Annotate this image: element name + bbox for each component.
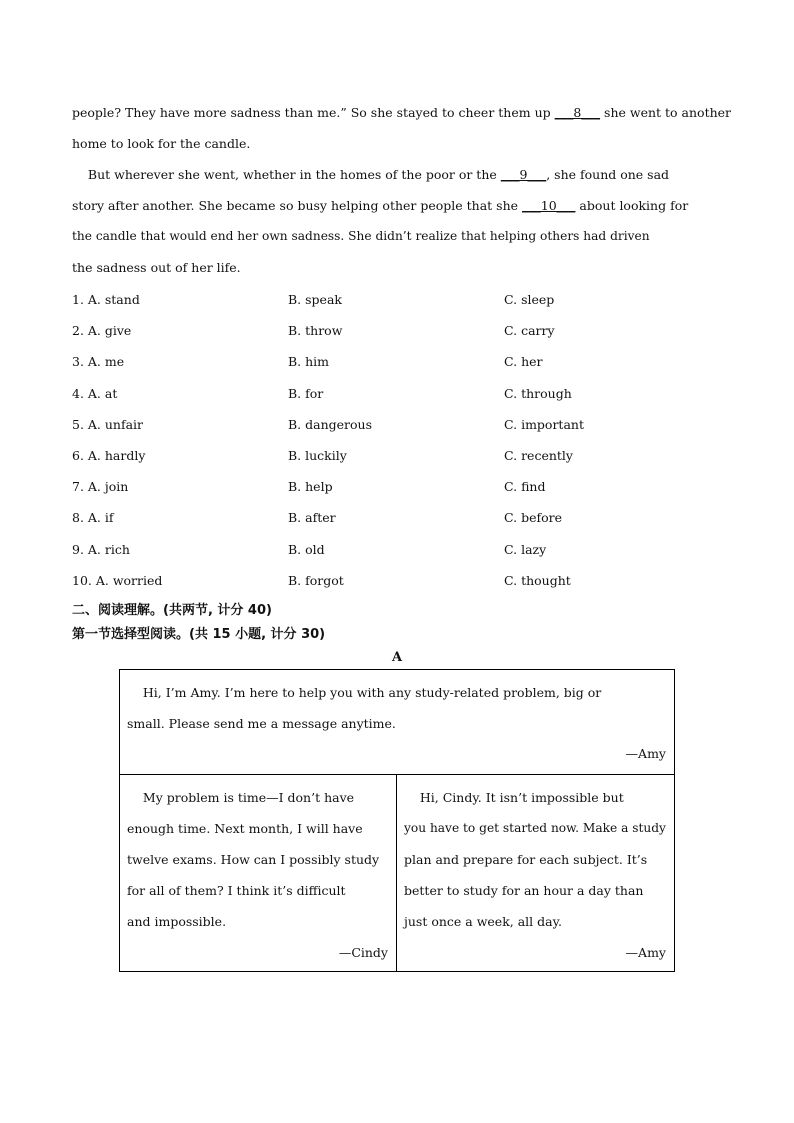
option-row: 1. A. stand B. speak C. sleep [72,292,555,307]
message-line: enough time. Next month, I will have [127,821,363,836]
subsection-heading: 第一节选择型阅读。(共 15 小题, 计分 30) [72,627,326,642]
passage-line: the sadness out of her life. [72,260,241,275]
cloze-passage [72,97,732,283]
blank-8: ___8___ [554,105,601,120]
message-line: better to study for an hour a day than [404,883,644,898]
message-line: My problem is time—I don’t have [127,790,355,805]
message-table [119,669,675,972]
amy-intro-line: small. Please send me a message anytime. [127,716,396,731]
amy-intro-line: Hi, I’m Amy. I’m here to help you with any study-related problem, big or [127,685,602,700]
passage-line: But wherever she went, whether in the homes of the poor or the ___9___, she found one sad [72,167,670,182]
message-line: twelve exams. How can I possibly study [127,852,380,867]
passage-line: the candle that would end her own sadness. She didn’t realize that helping others had driven [72,229,650,243]
option-row: 5. A. unfair B. dangerous C. important [72,416,584,432]
signature: —Amy [625,746,666,761]
option-row: 8. A. if B. after C. before [72,510,562,526]
passage-line: home to look for the candle. [72,136,251,151]
option-row: 6. A. hardly B. luckily C. recently [72,447,573,463]
cindy-message-cell [120,775,397,972]
message-line: for all of them? I think it’s difficult [127,883,346,898]
option-row: 10. A. worried B. forgot C. thought [72,572,571,588]
option-row: 9. A. rich B. old C. lazy [72,541,547,557]
signature: —Amy [625,945,666,960]
passage-line: story after another. She became so busy helping other people that she ___10___ about looking for [72,198,689,213]
option-row: 2. A. give B. throw C. carry [72,323,555,339]
option-row: 3. A. me B. him C. her [72,354,543,370]
message-line: plan and prepare for each subject. It’s [404,852,648,867]
signature: —Cindy [338,945,388,960]
blank-9: ___9___ [500,167,547,182]
section-heading: 二、阅读理解。(共两节, 计分 40) [72,603,272,618]
message-line: and impossible. [127,914,227,929]
blank-10: ___10___ [522,198,576,213]
message-line: you have to get started now. Make a study [404,821,666,835]
passage-line: people? They have more sadness than me.” So she stayed to cheer them up ___8___ she went to another [72,105,732,120]
passage-label: A [391,650,403,665]
amy-intro-cell [120,670,674,775]
option-row: 4. A. at B. for C. through [72,385,572,401]
message-line: just once a week, all day. [404,914,562,929]
options-list [72,284,722,596]
message-line: Hi, Cindy. It isn’t impossible but [404,790,624,805]
option-row: 7. A. join B. help C. find [72,479,546,495]
amy-reply-cell [397,775,674,972]
